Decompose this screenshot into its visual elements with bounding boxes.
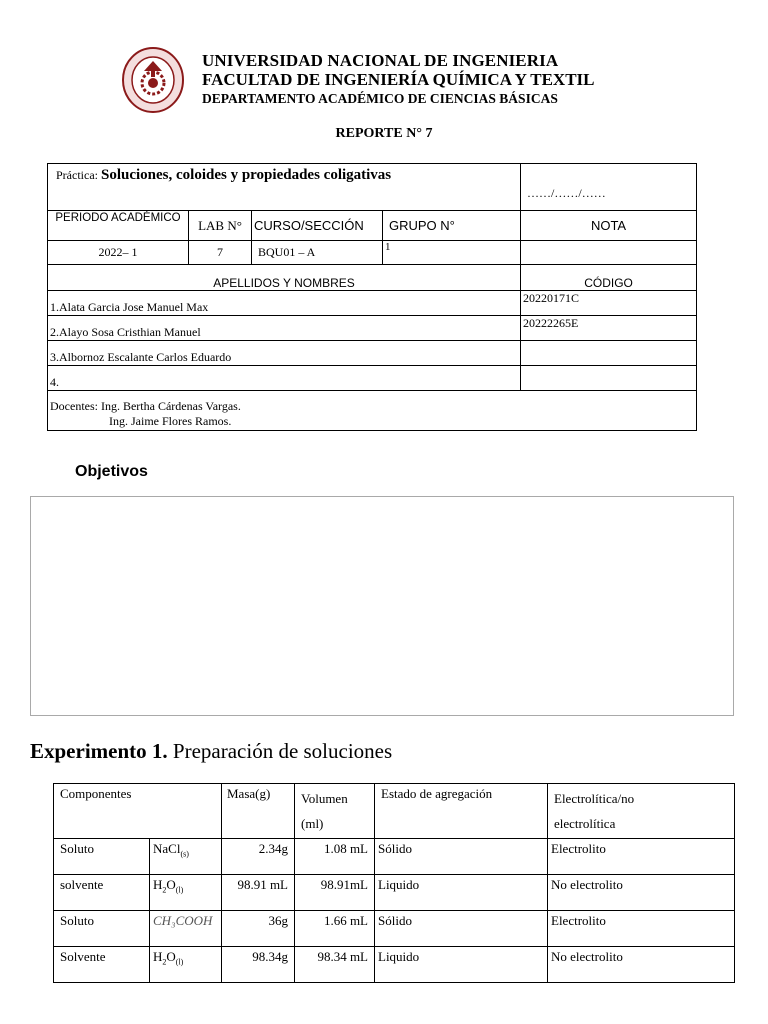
volumen-value: 98.34 mL — [295, 947, 375, 983]
estado-header: Estado de agregación — [375, 784, 548, 839]
university-seal-logo — [122, 47, 184, 113]
report-info-table — [47, 163, 697, 431]
volumen-value: 98.91mL — [295, 875, 375, 911]
formula-text-end: O — [166, 949, 176, 964]
masa-value: 98.91 mL — [222, 875, 295, 911]
electrolitica-header-label: Electrolítica/no — [554, 791, 635, 806]
experiment-1-table — [53, 783, 735, 983]
experiment-1-name: Preparación de soluciones — [167, 739, 393, 763]
electrolitica-header-label-2: electrolítica — [554, 816, 616, 831]
electro-value: No electrolito — [548, 947, 735, 983]
practica-cell — [48, 164, 521, 211]
docente-1: Ing. Bertha Cárdenas Vargas. — [100, 399, 241, 413]
formula-state: (l) — [175, 957, 184, 967]
formula-text: H — [153, 949, 163, 964]
report-title: REPORTE N° 7 — [335, 126, 433, 141]
formula-text: NaCl — [153, 841, 181, 856]
nota-value[interactable] — [521, 241, 697, 265]
volumen-value: 1.08 mL — [295, 839, 375, 875]
formula-subscript: 2 — [162, 885, 167, 895]
curso-value: BQU01 – A — [252, 241, 383, 265]
student-code — [521, 341, 697, 366]
periodo-header: PERIODO ACADÉMICO — [48, 211, 189, 241]
names-header: APELLIDOS Y NOMBRES — [48, 265, 521, 291]
student-code: 20222265E — [521, 316, 697, 341]
lab-header: LAB N° — [189, 211, 252, 241]
grupo-value: 1 — [383, 241, 521, 265]
formula-subscript: 2 — [162, 957, 167, 967]
electro-value: Electrolito — [548, 839, 735, 875]
component-formula — [150, 875, 222, 911]
student-name: 2.Alayo Sosa Cristhian Manuel — [48, 316, 521, 341]
electrolitica-header — [548, 784, 735, 839]
experiment-1-title — [30, 739, 392, 764]
masa-header: Masa(g) — [222, 784, 295, 839]
faculty-name: FACULTAD DE INGENIERÍA QUÍMICA Y TEXTIL — [202, 70, 595, 89]
component-role: Solvente — [54, 947, 150, 983]
date-field[interactable]: ……/……/…… — [521, 164, 697, 211]
masa-value: 98.34g — [222, 947, 295, 983]
electro-value: No electrolito — [548, 875, 735, 911]
formula-state: (l) — [175, 885, 184, 895]
volumen-unit: (ml) — [301, 816, 324, 831]
student-name: 3.Albornoz Escalante Carlos Eduardo — [48, 341, 521, 366]
student-code — [521, 366, 697, 391]
volumen-header — [295, 784, 375, 839]
code-header: CÓDIGO — [521, 265, 697, 291]
grupo-header: GRUPO N° — [383, 211, 521, 241]
component-formula — [150, 839, 222, 875]
nota-header: NOTA — [521, 211, 697, 241]
docentes-cell — [48, 391, 697, 431]
practica-title: Soluciones, coloides y propiedades coligativas — [100, 167, 392, 183]
student-name: 4. — [48, 366, 521, 391]
docentes-label: Docentes: — [50, 399, 98, 413]
formula-state: (s) — [180, 849, 189, 859]
curso-header: CURSO/SECCIÓN — [252, 211, 383, 241]
masa-value: 36g — [222, 911, 295, 947]
estado-value: Sólido — [375, 839, 548, 875]
university-name: UNIVERSIDAD NACIONAL DE INGENIERIA — [202, 51, 559, 70]
objetivos-title: Objetivos — [75, 463, 148, 480]
volumen-header-label: Volumen — [301, 791, 348, 806]
practica-label: Práctica: — [56, 168, 98, 182]
component-formula — [150, 947, 222, 983]
component-role: solvente — [54, 875, 150, 911]
docente-2: Ing. Jaime Flores Ramos. — [109, 414, 232, 428]
estado-value: Liquido — [375, 875, 548, 911]
volumen-value: 1.66 mL — [295, 911, 375, 947]
estado-value: Sólido — [375, 911, 548, 947]
formula-text: H — [153, 877, 163, 892]
componentes-header: Componentes — [54, 784, 222, 839]
periodo-value: 2022– 1 — [48, 241, 189, 265]
formula-text-end: O — [166, 877, 176, 892]
experiment-1-number: Experimento 1. — [30, 739, 168, 763]
student-code: 20220171C — [521, 291, 697, 316]
objetivos-text-box[interactable] — [30, 496, 734, 716]
department-name: DEPARTAMENTO ACADÉMICO DE CIENCIAS BÁSICAS — [202, 91, 558, 106]
lab-value: 7 — [189, 241, 252, 265]
masa-value: 2.34g — [222, 839, 295, 875]
component-role: Soluto — [54, 911, 150, 947]
electro-value: Electrolito — [548, 911, 735, 947]
component-role: Soluto — [54, 839, 150, 875]
student-name: 1.Alata Garcia Jose Manuel Max — [48, 291, 521, 316]
component-formula: CH₃COOH — [150, 911, 222, 947]
estado-value: Liquido — [375, 947, 548, 983]
